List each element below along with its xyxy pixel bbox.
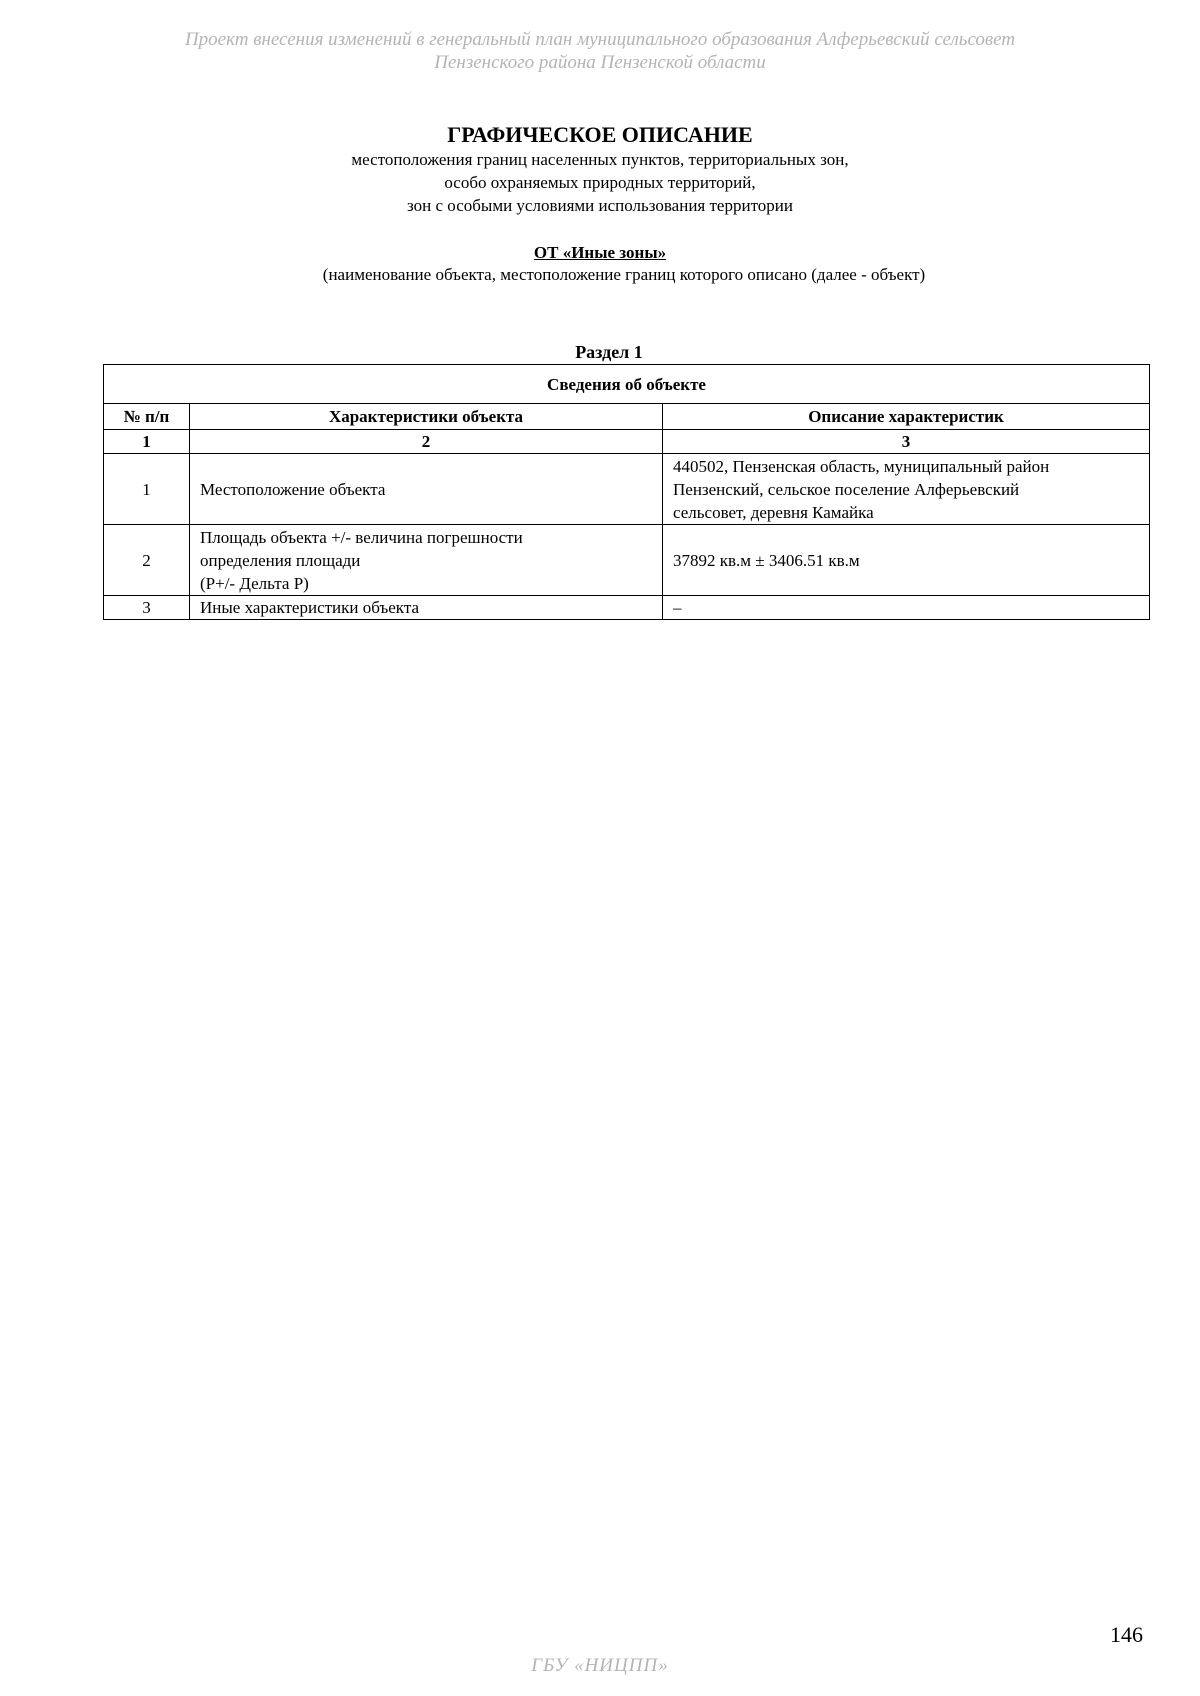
header-description: Описание характеристик [663, 404, 1150, 430]
table-header-row [104, 404, 1150, 430]
description-line: сельсовет, деревня Камайка [673, 502, 874, 522]
characteristic-line: Площадь объекта +/- величина погрешности [200, 527, 523, 547]
page-number: 146 [1110, 1622, 1143, 1647]
description-line: 440502, Пензенская область, муниципальный район [673, 456, 1050, 476]
row-description [663, 525, 1150, 596]
table-caption: Сведения об объекте [104, 365, 1150, 404]
page-header-line-2: Пензенского района Пензенской области [434, 52, 766, 73]
table-row [104, 525, 1150, 596]
column-index-1: 1 [104, 430, 190, 454]
table-row [104, 596, 1150, 620]
document-subtitle-line-3: зон с особыми условиями использования территории [407, 196, 793, 215]
table-row [104, 454, 1150, 525]
characteristic-line: (P+/- Дельта P) [200, 573, 309, 593]
characteristic-line: Местоположение объекта [200, 479, 386, 499]
row-description [663, 454, 1150, 525]
page-header [0, 28, 1200, 74]
table-caption-row [104, 365, 1150, 404]
object-info-table [103, 364, 1150, 620]
page-footer: ГБУ «НИЦПП» [531, 1655, 669, 1676]
description-line: – [673, 598, 682, 617]
table-index-row [104, 430, 1150, 454]
object-name: ОТ «Иные зоны» [533, 243, 667, 262]
characteristic-line: определения площади [200, 550, 361, 570]
header-characteristic: Характеристики объекта [190, 404, 663, 430]
row-description [663, 596, 1150, 620]
column-index-2: 2 [190, 430, 663, 454]
description-line: Пензенский, сельское поселение Алферьевский [673, 479, 1020, 499]
title-block [0, 122, 1200, 217]
header-number: № п/п [104, 404, 190, 430]
page-header-line-1: Проект внесения изменений в генеральный план муниципального образования Алферьевский сельсовет [184, 29, 1016, 50]
description-line: 37892 кв.м ± 3406.51 кв.м [673, 550, 860, 570]
row-number: 3 [104, 596, 190, 620]
column-index-3: 3 [663, 430, 1150, 454]
object-name-caption: (наименование объекта, местоположение границ которого описано (далее - объект) [322, 265, 926, 284]
document-subtitle-line-1: местоположения границ населенных пунктов, территориальных зон, [351, 150, 849, 169]
characteristic-line: Иные характеристики объекта [200, 598, 420, 617]
row-number: 1 [104, 454, 190, 525]
document-subtitle-line-2: особо охраняемых природных территорий, [444, 173, 756, 192]
row-number: 2 [104, 525, 190, 596]
row-characteristic [190, 596, 663, 620]
row-characteristic [190, 454, 663, 525]
document-title: ГРАФИЧЕСКОЕ ОПИСАНИЕ [447, 122, 753, 147]
section-title: Раздел 1 [575, 342, 643, 362]
row-characteristic [190, 525, 663, 596]
